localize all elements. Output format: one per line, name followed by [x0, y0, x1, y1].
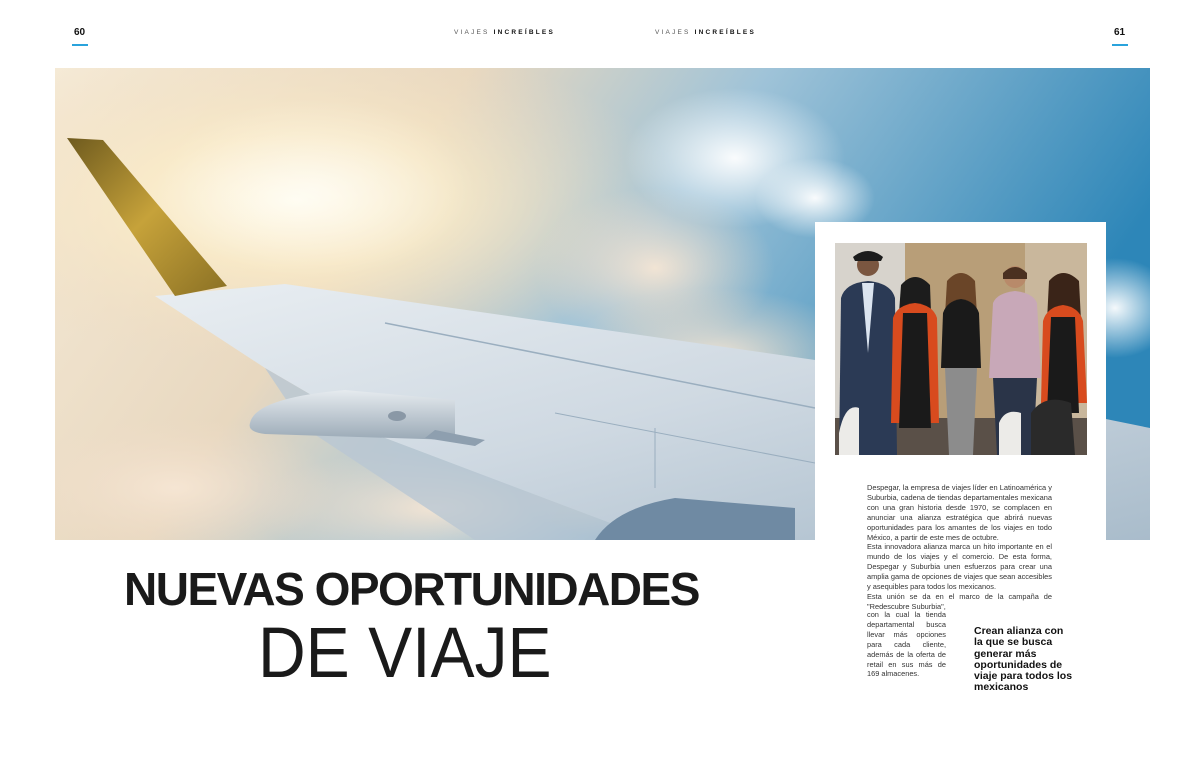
article-paragraph: Despegar, la empresa de viajes líder en Latinoamérica y Suburbia, cadena de tiendas departamentales mexicana con una gran historia desde 1970, se complacen en anunciar una alianza estratégica que abrirá nuevas oportunidades para los amantes de los viajes en todo México, a partir de este mes de octubre. [867, 483, 1052, 542]
group-photo [835, 243, 1087, 455]
group-photo-illustration [835, 243, 1087, 455]
section-label-bold: INCREÍBLES [493, 29, 555, 36]
page-number-right [1114, 27, 1125, 38]
page-number-underline [1112, 44, 1128, 46]
article-body-narrow: con la cual la tienda departamental busca llevar más opciones para cada cliente, además de la oferta de retail en sus más de 169 almacenes. [867, 610, 946, 679]
article-paragraph: Esta innovadora alianza marca un hito importante en el mundo de los viajes y el comercio. De esta forma, Despegar y Suburbia unen esfuerzos para crear una amplia gama de opciones de viajes que sean accesibles y asequibles para todos los mexicanos. [867, 542, 1052, 592]
section-label-bold: INCREÍBLES [694, 29, 756, 36]
page-number-left [74, 27, 85, 38]
page-number-left-text: 60 [74, 27, 86, 38]
pull-quote: Crean alianza con la que se busca generar más oportunidades de viaje para todos los mexicanos [974, 625, 1073, 694]
article-title-line1: NUEVAS OPORTUNIDADES [124, 563, 699, 615]
article-paragraph: Esta unión se da en el marco de la campaña de "Redescubre Suburbia", [867, 591, 1052, 611]
page-number-right-text: 61 [1114, 27, 1126, 38]
article-body [867, 483, 1052, 612]
section-label-prefix: VIAJES [454, 29, 494, 36]
article-title-line2 [258, 614, 552, 693]
article-title-line2-text: DE VIAJE [258, 614, 552, 693]
section-label-prefix: VIAJES [655, 29, 695, 36]
page-number-underline [72, 44, 88, 46]
section-label-left [454, 29, 555, 36]
section-label-right [655, 29, 756, 36]
